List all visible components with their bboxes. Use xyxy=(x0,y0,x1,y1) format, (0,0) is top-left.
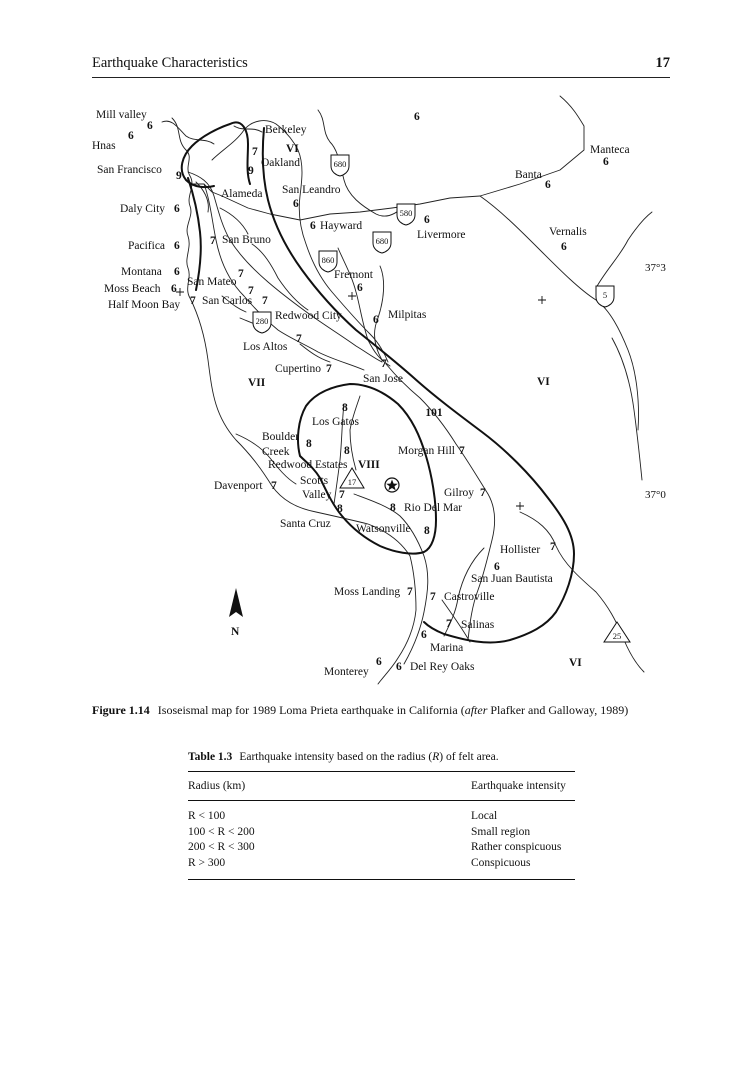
place-label: Los Altos xyxy=(243,341,288,353)
caption-italic: after xyxy=(464,703,488,717)
intensity-value: 7 xyxy=(430,591,436,603)
intensity-value: 7 xyxy=(252,146,258,158)
intensity-value: 7 xyxy=(326,363,332,375)
place-label: Creek xyxy=(262,446,290,458)
place-label: Daly City xyxy=(120,203,166,215)
column-header-intensity: Earthquake intensity xyxy=(471,772,575,801)
intensity-cell: Local xyxy=(471,810,498,822)
place-label: Morgan Hill xyxy=(398,445,455,457)
zone-label: VI xyxy=(569,657,582,669)
place-label: Salinas xyxy=(461,619,495,631)
intensity-value: 6 xyxy=(147,120,153,132)
radius-cell: R > 300 xyxy=(188,856,226,869)
place-label: Valley xyxy=(302,489,332,501)
isoseismal-ix xyxy=(182,122,250,187)
road xyxy=(520,512,644,672)
intensity-value: 7 xyxy=(446,618,452,630)
place-label: Cupertino xyxy=(275,363,321,375)
intensity-value: 9 xyxy=(176,170,182,182)
place-label: Los Gatos xyxy=(312,416,359,428)
place-label: San Mateo xyxy=(187,276,237,288)
place-label: Del Rey Oaks xyxy=(410,661,475,673)
place-label: Moss Beach xyxy=(104,283,161,295)
caption-text: Isoseismal map for 1989 Loma Prieta earthquake in California ( xyxy=(157,703,465,717)
plus-markers xyxy=(176,288,546,510)
place-label: Scotts xyxy=(300,475,329,487)
header-title: Earthquake Characteristics xyxy=(92,55,248,71)
place-label: Hnas xyxy=(92,140,116,152)
intensity-value: 9 xyxy=(248,165,254,177)
table-row xyxy=(188,840,575,856)
intensity-value: 6 xyxy=(357,282,363,294)
place-label: Livermore xyxy=(417,229,466,241)
place-label: Berkeley xyxy=(265,124,307,136)
intensity-value: 6 xyxy=(373,314,379,326)
table-title-italic: R xyxy=(432,751,440,763)
isoseismal-vii xyxy=(263,128,574,642)
intensity-value: 6 xyxy=(561,241,567,253)
intensity-value: 8 xyxy=(390,502,396,514)
highway-label: 680 xyxy=(375,236,389,246)
place-label: Manteca xyxy=(590,144,630,156)
intensity-value: 7 xyxy=(271,480,277,492)
zone-label: VIII xyxy=(358,459,380,471)
place-label: San Juan Bautista xyxy=(471,573,553,585)
road xyxy=(596,212,652,288)
table-row xyxy=(188,856,575,880)
road xyxy=(338,248,390,366)
place-label: Hayward xyxy=(320,220,363,232)
table-title-text: Earthquake intensity based on the radius ( xyxy=(239,751,433,763)
intensity-value: 7 xyxy=(262,295,268,307)
intensity-value: 7 xyxy=(459,445,465,457)
radius-cell: 200 < R < 300 xyxy=(188,841,255,853)
place-label: Boulder xyxy=(262,431,300,443)
intensity-value: 7 xyxy=(381,358,387,370)
intensity-value: 7 xyxy=(296,333,302,345)
latitude-label: 37°3 xyxy=(645,262,666,274)
intensity-value: 6 xyxy=(174,240,180,252)
place-label: Moss Landing xyxy=(334,586,401,598)
latitude-label: 37°0 xyxy=(645,489,666,501)
intensity-value: 7 xyxy=(407,586,413,598)
highway-label: 17 xyxy=(347,477,357,487)
road xyxy=(612,338,642,480)
place-label: Vernalis xyxy=(549,226,587,238)
epicenter-star-icon xyxy=(385,478,399,492)
intensity-value: 7 xyxy=(480,487,486,499)
road xyxy=(300,344,330,362)
intensity-value: 7 xyxy=(190,295,196,307)
intensity-value: 6 xyxy=(545,179,551,191)
intensity-value: 6 xyxy=(174,266,180,278)
table-caption xyxy=(188,751,575,763)
place-label: Milpitas xyxy=(388,309,427,321)
place-label: San Carlos xyxy=(202,295,253,307)
intensity-value: 6 xyxy=(128,130,134,142)
intensity-value: 7 xyxy=(339,489,345,501)
intensity-value: 8 xyxy=(344,445,350,457)
north-label: N xyxy=(231,626,240,638)
intensity-value: 6 xyxy=(603,156,609,168)
intensity-cell: Rather conspicuous xyxy=(471,841,562,853)
intensity-value: 6 xyxy=(310,220,316,232)
intensity-value: 8 xyxy=(424,525,430,537)
table-title-end: ) of felt area. xyxy=(439,751,499,763)
table-row xyxy=(188,801,575,825)
zone-label: VII xyxy=(248,377,266,389)
intensity-value: 6 xyxy=(424,214,430,226)
road xyxy=(190,96,584,220)
table-row xyxy=(188,825,575,841)
highway-label: 580 xyxy=(399,208,413,218)
intensity-value: 8 xyxy=(306,438,312,450)
place-label: Hollister xyxy=(500,544,541,556)
zone-label: VI xyxy=(537,376,550,388)
intensity-value: 6 xyxy=(421,629,427,641)
figure-number: Figure 1.14 xyxy=(92,703,150,717)
table-header-row xyxy=(188,772,575,801)
intensity-cell: Small region xyxy=(471,825,531,838)
place-label: Santa Cruz xyxy=(280,518,331,530)
intensity-value: 8 xyxy=(342,402,348,414)
place-label: Castroville xyxy=(444,591,495,603)
place-label: Redwood Estates xyxy=(268,459,348,471)
place-label: Half Moon Bay xyxy=(108,299,181,311)
intensity-value: 6 xyxy=(414,111,420,123)
intensity-table xyxy=(188,771,575,880)
place-label: Banta xyxy=(515,169,542,181)
place-label: San Leandro xyxy=(282,184,341,196)
place-label: San Bruno xyxy=(222,234,271,246)
intensity-value: 7 xyxy=(248,285,254,297)
intensity-value: 6 xyxy=(171,283,177,295)
place-label: Rio Del Mar xyxy=(404,502,463,514)
running-header xyxy=(92,55,670,78)
place-label: Monterey xyxy=(324,666,369,678)
intensity-value: 8 xyxy=(337,503,343,515)
figure-caption xyxy=(92,703,692,718)
intensity-value: 6 xyxy=(174,203,180,215)
intensity-cell: Conspicuous xyxy=(471,856,531,869)
place-label: Davenport xyxy=(214,480,263,492)
intensity-value: 7 xyxy=(550,541,556,553)
column-header-radius: Radius (km) xyxy=(188,772,471,801)
intensity-value: 6 xyxy=(293,198,299,210)
road xyxy=(354,494,428,664)
intensity-value: 7 xyxy=(238,268,244,280)
radius-cell: 100 < R < 200 xyxy=(188,825,255,838)
highway-label: 101 xyxy=(425,407,443,419)
place-label: San Francisco xyxy=(97,164,162,176)
intensity-value: 6 xyxy=(396,661,402,673)
highway-label: 5 xyxy=(602,290,608,300)
place-label: Fremont xyxy=(334,269,373,281)
place-label: Pacifica xyxy=(128,240,166,252)
highway-label: 25 xyxy=(612,631,622,641)
place-label: Alameda xyxy=(221,188,263,200)
place-label: Marina xyxy=(430,642,464,654)
intensity-value: 6 xyxy=(494,561,500,573)
page-number: 17 xyxy=(655,55,670,71)
place-label: Redwood City xyxy=(275,310,342,322)
place-label: Oakland xyxy=(261,157,300,169)
intensity-value: 6 xyxy=(376,656,382,668)
zone-label: VI xyxy=(286,143,299,155)
table-number: Table 1.3 xyxy=(188,751,233,763)
isoseismal-map xyxy=(0,95,740,695)
place-label: San Jose xyxy=(363,373,403,385)
intensity-table-block xyxy=(188,751,575,880)
highway-label: 860 xyxy=(321,255,335,265)
highway-label: 680 xyxy=(333,159,347,169)
place-label: Montana xyxy=(121,266,162,278)
north-arrow-icon xyxy=(229,588,243,617)
highway-label: 280 xyxy=(255,316,269,326)
place-label: Mill valley xyxy=(96,109,147,121)
caption-text-end: Plafker and Galloway, 1989) xyxy=(487,703,629,717)
radius-cell: R < 100 xyxy=(188,810,226,822)
intensity-value: 7 xyxy=(210,235,216,247)
place-label: Watsonville xyxy=(356,523,411,535)
place-label: Gilroy xyxy=(444,487,475,499)
